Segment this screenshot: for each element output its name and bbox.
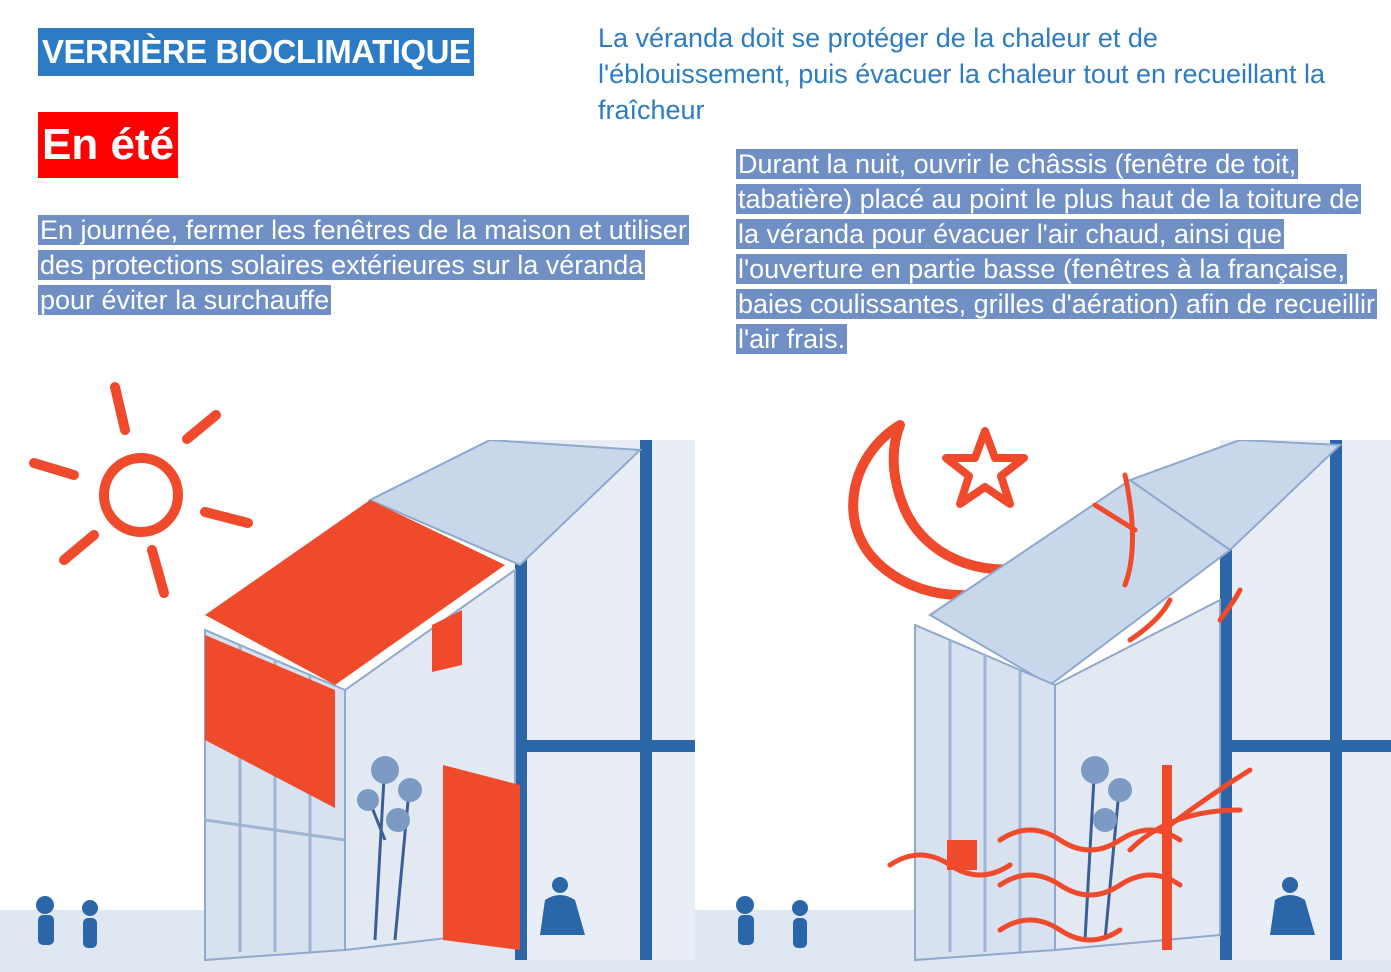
day-instructions-text: En journée, fermer les fenêtres de la maison et utiliser des protections solaires extérieures sur la véranda pour éviter la surchauffe [40, 215, 687, 315]
page-title: VERRIÈRE BIOCLIMATIQUE [38, 28, 474, 76]
night-instructions-text: Durant la nuit, ouvrir le châssis (fenêtre de toit, tabatière) placé au point le plus haut de la toiture de la véranda pour évacuer l'air chaud, ainsi que l'ouverture en partie basse (fenêtres à la française, baies coulissantes, grilles d'aération) afin de recueillir l'air frais. [738, 149, 1375, 354]
night-veranda-illustration [700, 440, 1391, 972]
night-instructions [736, 147, 1376, 357]
day-veranda-illustration [0, 440, 700, 972]
day-instructions [38, 213, 698, 318]
season-badge: En été [38, 112, 178, 178]
intro-text: La véranda doit se protéger de la chaleur et de l'éblouissement, puis évacuer la chaleur tout en recueillant la fraîcheur [598, 23, 1326, 125]
